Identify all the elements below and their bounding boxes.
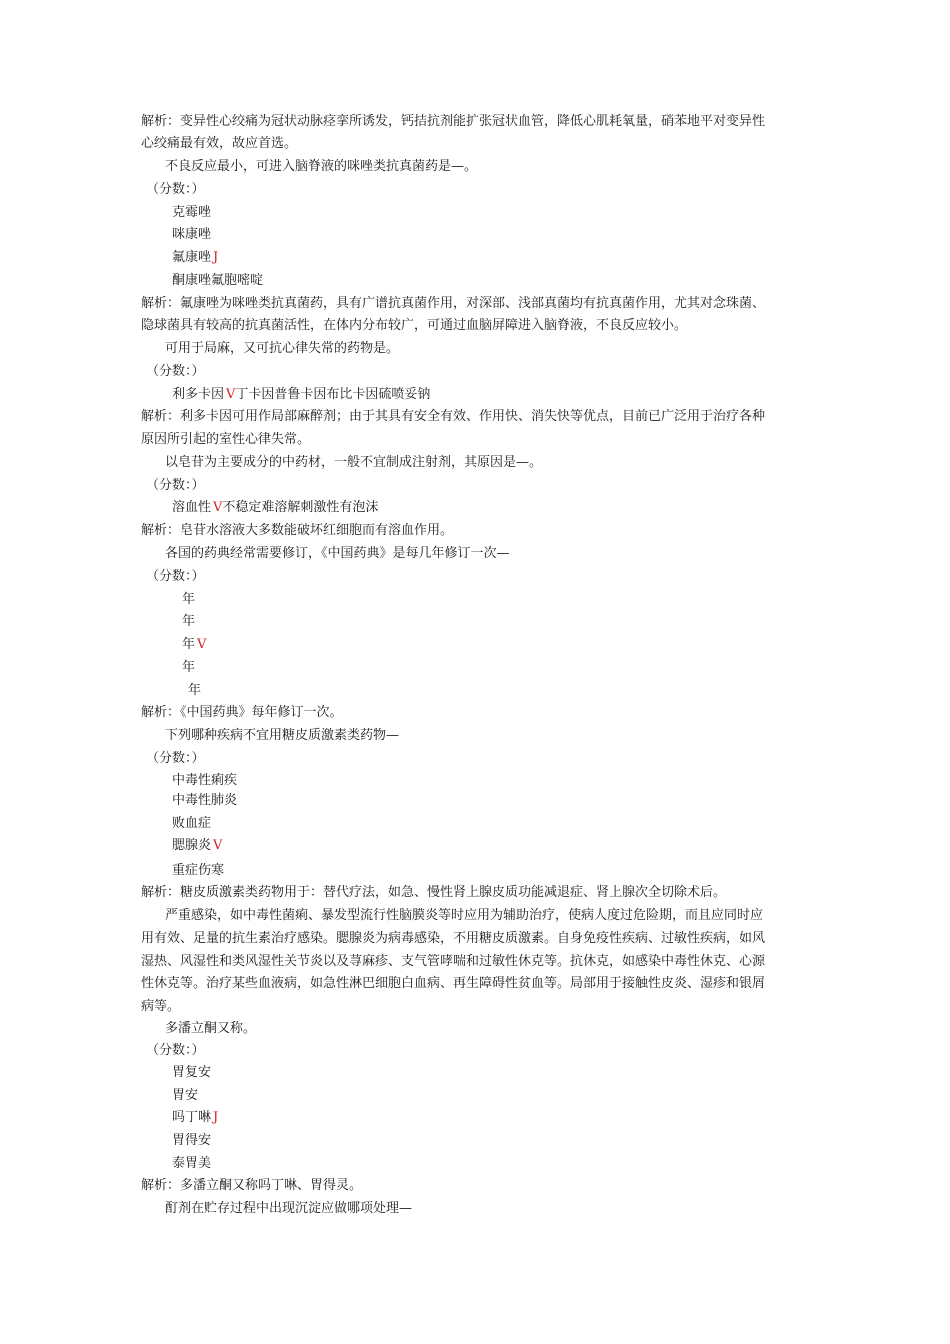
question-text: 可用于局麻，又可抗心律失常的药物是。 (165, 341, 400, 356)
question-text: 酊剂在贮存过程中出现沉淀应做哪项处理— (165, 1201, 413, 1216)
explanation-line: 湿热、风湿性和类风湿性关节炎以及荨麻疹、支气管哮喘和过敏性休克等。抗休克，如感染中毒性休克、心源 (141, 954, 766, 969)
explanation-line: 隐球菌具有较高的抗真菌活性，在体内分布较广，可通过血脑屏障进入脑脊液，不良反应较小。 (141, 318, 688, 333)
explanation-line: 解析：变异性心绞痛为冠状动脉痉挛所诱发，钙拮抗剂能扩张冠状血管，降低心肌耗氧量，硝苯地平对变异性 (141, 114, 766, 129)
option-text: 年 (182, 660, 196, 675)
option-text: 克霉唑 (172, 205, 212, 220)
explanation-line: 解析：皂苷水溶液大多数能破坏红细胞而有溶血作用。 (141, 523, 454, 538)
explanation-line: 性休克等。治疗某些血液病，如急性淋巴细胞白血病、再生障碍性贫血等。局部用于接触性皮炎、湿疹和银屑 (141, 976, 766, 991)
option-label: 不稳定难溶解刺激性有泡沫 (222, 500, 379, 515)
explanation-line: 解析：氟康唑为咪唑类抗真菌药，具有广谱抗真菌作用，对深部、浅部真菌均有抗真菌作用，尤其对念珠菌、 (141, 296, 766, 311)
option-label: 腮腺炎 (172, 838, 212, 853)
question-text: 多潘立酮又称。 (165, 1021, 257, 1036)
option-label: 吗丁啉 (172, 1110, 212, 1125)
option-text (172, 1109, 218, 1127)
correct-answer-mark: V (226, 387, 236, 402)
correct-answer-mark: V (213, 838, 223, 853)
option-text: 败血症 (172, 816, 212, 831)
question-text: 各国的药典经常需要修订，《中国药典》是每几年修订一次— (165, 546, 510, 561)
explanation-line: 解析：多潘立酮又称吗丁啉、胃得灵。 (141, 1178, 363, 1193)
correct-answer-mark: J (213, 1110, 219, 1125)
question-text: 以皂苷为主要成分的中药材，一般不宜制成注射剂，其原因是—。 (165, 455, 543, 470)
option-text (172, 499, 378, 517)
option-text: 中毒性肺炎 (172, 793, 238, 808)
option-text: 胃得安 (172, 1133, 212, 1148)
explanation-line: 原因所引起的室性心律失常。 (141, 432, 311, 447)
option-label: 溶血性 (172, 500, 212, 515)
score-label: （分数：） (146, 478, 205, 493)
option-text: 年 (188, 683, 202, 698)
option-text (172, 837, 222, 855)
score-label: （分数：） (146, 1043, 205, 1058)
option-text: 胃复安 (172, 1065, 212, 1080)
option-text: 年 (182, 614, 196, 629)
option-label: 丁卡因普鲁卡因布比卡因硫喷妥钠 (235, 387, 431, 402)
explanation-line: 严重感染，如中毒性菌痢、暴发型流行性脑膜炎等时应用为辅助治疗，使病人度过危险期，而且应同时应 (165, 908, 764, 923)
explanation-line: 心绞痛最有效，故应首选。 (141, 136, 298, 151)
option-text: 年 (182, 592, 196, 607)
explanation-line: 解析：利多卡因可用作局部麻醉剂；由于其具有安全有效、作用快、消失快等优点，目前已广泛用于治疗各种 (141, 409, 766, 424)
score-label: （分数：） (146, 364, 205, 379)
option-text: 胃安 (172, 1088, 199, 1103)
option-text: 重症伤寒 (172, 863, 225, 878)
option-label: 利多卡因 (172, 387, 225, 402)
option-text: 泰胃美 (172, 1156, 212, 1171)
option-label: 氟康唑 (172, 250, 212, 265)
option-text (172, 386, 430, 404)
option-text (172, 249, 218, 267)
option-text: 咪康唑 (172, 227, 212, 242)
option-text: 中毒性痢疾 (172, 773, 238, 788)
score-label: （分数：） (146, 569, 205, 584)
question-text: 下列哪种疾病不宜用糖皮质激素类药物— (165, 728, 400, 743)
score-label: （分数：） (146, 751, 205, 766)
correct-answer-mark: V (213, 500, 223, 515)
question-text: 不良反应最小，可进入脑脊液的咪唑类抗真菌药是—。 (165, 159, 478, 174)
option-text: 酮康唑氟胞嘧啶 (172, 273, 264, 288)
explanation-line: 解析：《中国药典》每年修订一次。 (141, 705, 343, 720)
correct-answer-mark: V (197, 637, 207, 652)
explanation-line: 解析：糖皮质激素类药物用于：替代疗法，如急、慢性肾上腺皮质功能减退症、肾上腺次全切除术后。 (141, 885, 727, 900)
explanation-line: 用有效、足量的抗生素治疗感染。腮腺炎为病毒感染，不用糖皮质激素。自身免疫性疾病、过敏性疾病，如风 (141, 931, 766, 946)
explanation-line: 病等。 (141, 999, 181, 1014)
score-label: （分数：） (146, 182, 205, 197)
option-text (182, 636, 206, 654)
correct-answer-mark: J (213, 250, 219, 265)
option-label: 年 (182, 637, 196, 652)
